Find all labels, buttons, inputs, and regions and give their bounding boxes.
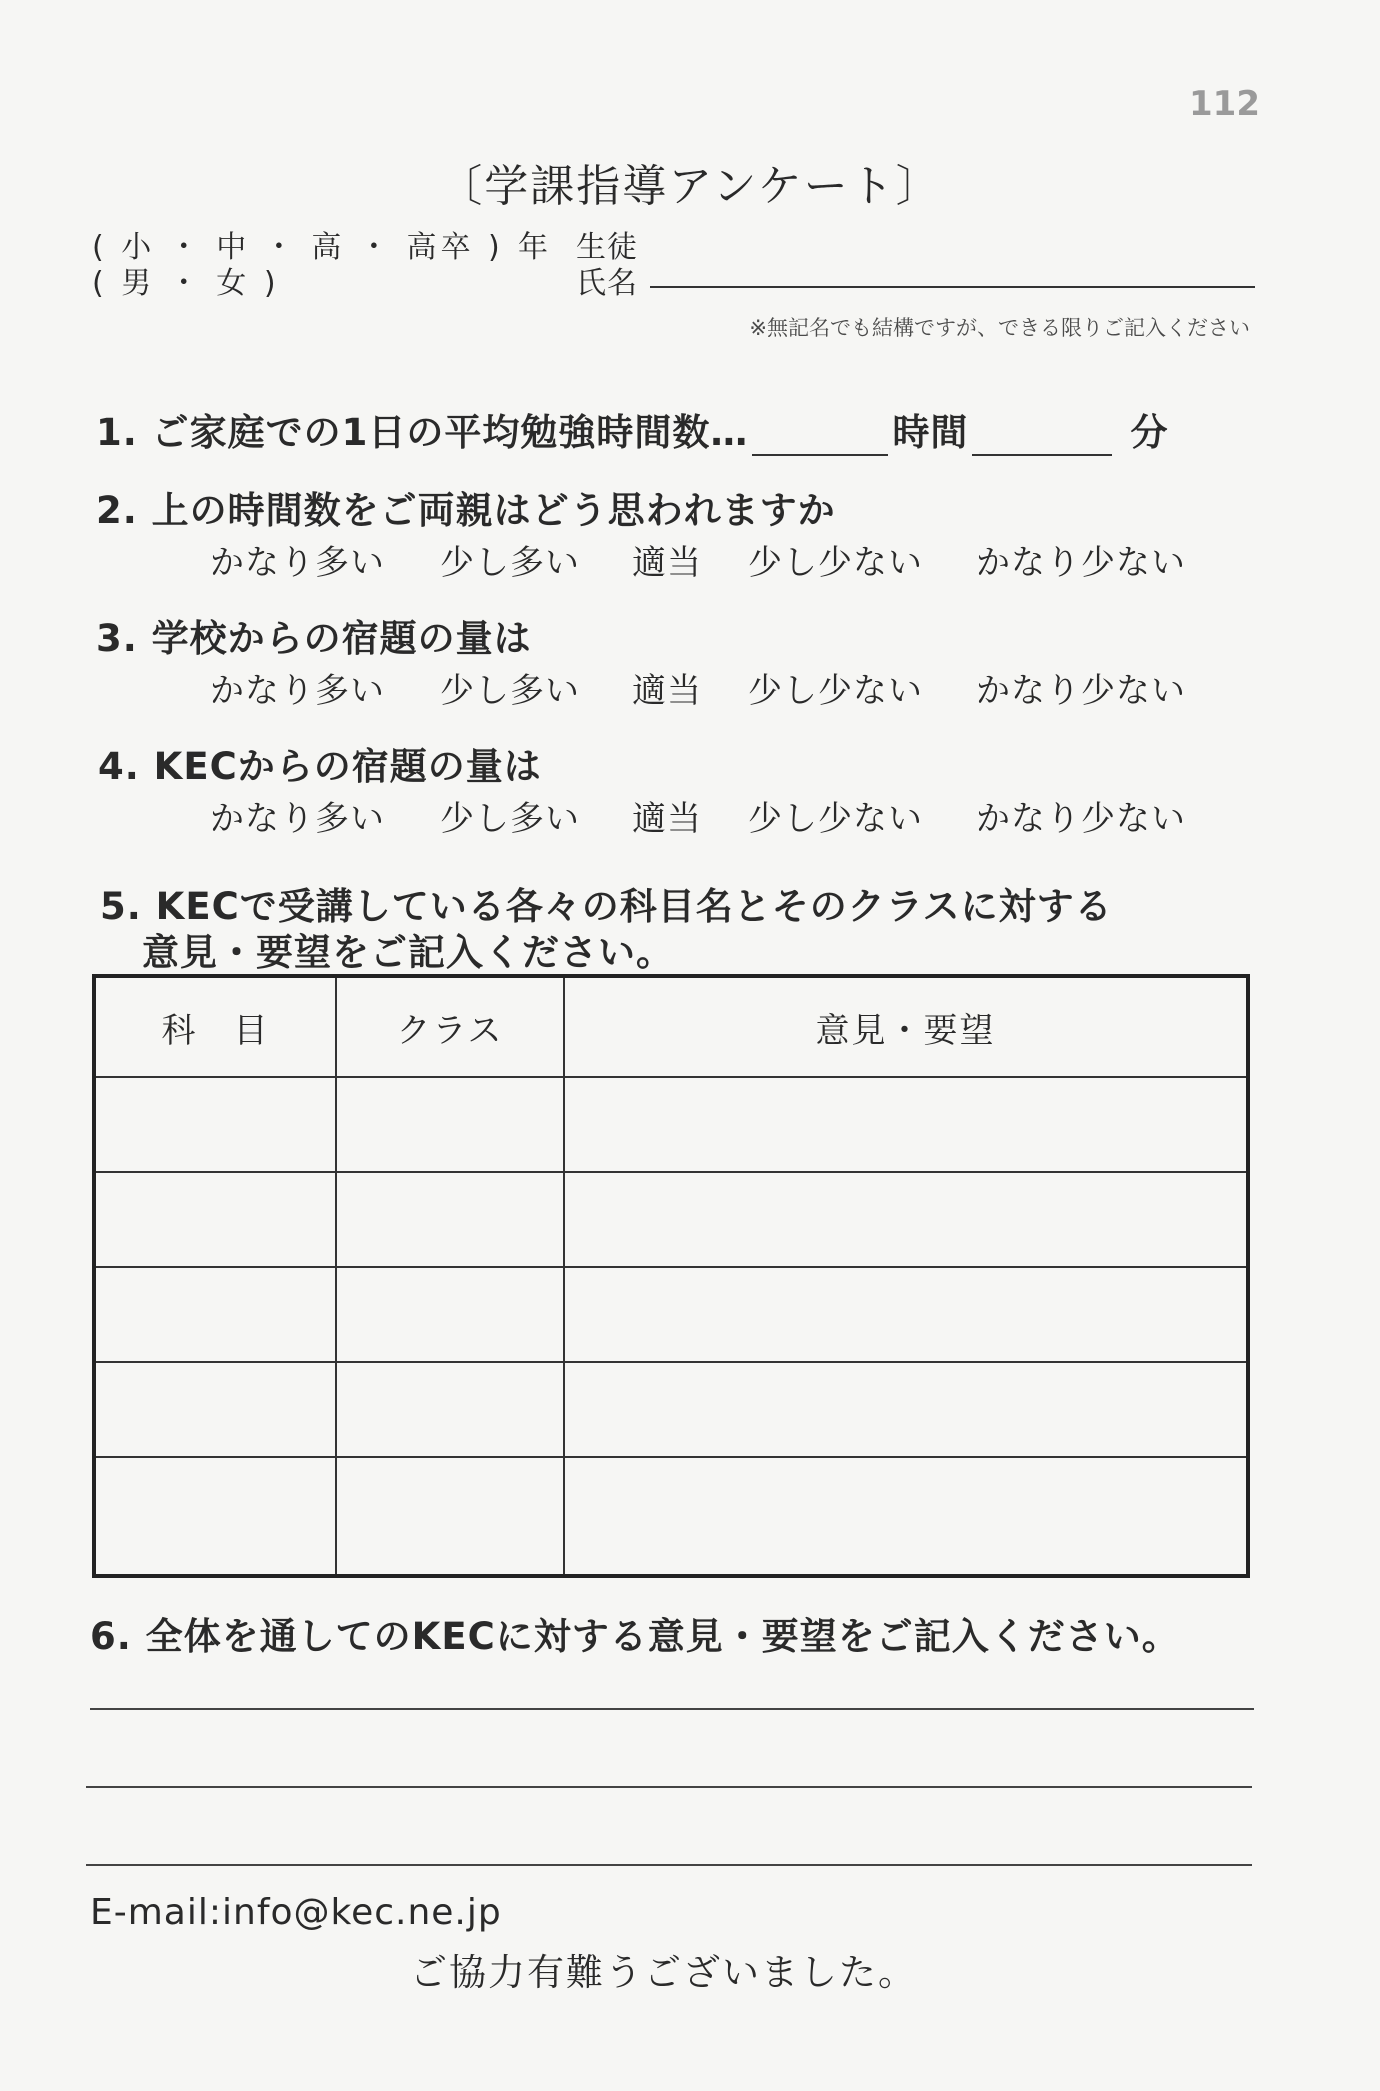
table-row <box>94 1267 1248 1362</box>
name-label: 氏名 <box>576 266 638 301</box>
anonymous-note: ※無記名でも結構ですが、できる限りご記入ください <box>749 316 1250 340</box>
school-level-options: ( 小 ・ 中 ・ 高 ・ 高卒 ) <box>92 230 504 265</box>
page-number: 112 <box>1189 84 1260 124</box>
q4-option-3[interactable]: 適当 <box>632 799 702 839</box>
question-5-line-1: 5. KECで受講している各々の科目名とそのクラスに対する <box>100 885 1113 928</box>
q4-option-4[interactable]: 少し少ない <box>748 799 923 839</box>
table-row <box>94 1077 1248 1172</box>
subject-cell[interactable] <box>94 1362 336 1457</box>
contact-email: E-mail:info@kec.ne.jp <box>90 1892 502 1933</box>
q2-option-3[interactable]: 適当 <box>632 543 702 583</box>
minutes-label: 分 <box>1130 411 1169 454</box>
opinion-column-header: 意見・要望 <box>564 976 1248 1077</box>
opinion-cell[interactable] <box>564 1362 1248 1457</box>
hours-field[interactable] <box>752 414 888 456</box>
class-column-header: クラス <box>336 976 564 1077</box>
question-3: 3. 学校からの宿題の量は <box>96 617 532 660</box>
q4-option-2[interactable]: 少し多い <box>440 799 580 839</box>
opinion-cell[interactable] <box>564 1267 1248 1362</box>
grade-label: 年 <box>518 230 552 265</box>
class-cell[interactable] <box>336 1267 564 1362</box>
class-cell[interactable] <box>336 1362 564 1457</box>
class-cell[interactable] <box>336 1457 564 1576</box>
table-row <box>94 1172 1248 1267</box>
question-1 <box>96 402 1168 456</box>
gender-options: ( 男 ・ 女 ) <box>92 266 280 301</box>
opinion-cell[interactable] <box>564 1077 1248 1172</box>
q3-option-3[interactable]: 適当 <box>632 671 702 711</box>
class-cell[interactable] <box>336 1077 564 1172</box>
q3-option-1[interactable]: かなり多い <box>210 671 385 711</box>
comment-line-2[interactable] <box>86 1786 1252 1788</box>
q2-option-1[interactable]: かなり多い <box>210 543 385 583</box>
question-1-text: 1. ご家庭での1日の平均勉強時間数… <box>96 411 749 454</box>
subject-column-header: 科 目 <box>94 976 336 1077</box>
q2-option-5[interactable]: かなり少ない <box>976 543 1186 583</box>
q3-option-4[interactable]: 少し少ない <box>748 671 923 711</box>
subject-feedback-table <box>92 974 1250 1578</box>
table-row <box>94 1362 1248 1457</box>
q4-option-1[interactable]: かなり多い <box>210 799 385 839</box>
page-title: 〔学課指導アンケート〕 <box>438 161 942 212</box>
q3-option-5[interactable]: かなり少ない <box>976 671 1186 711</box>
comment-line-3[interactable] <box>86 1864 1252 1866</box>
subject-cell[interactable] <box>94 1172 336 1267</box>
student-label: 生徒 <box>576 230 638 265</box>
comment-line-1[interactable] <box>90 1708 1254 1710</box>
question-5-line-2: 意見・要望をご記入ください。 <box>142 931 674 974</box>
minutes-field[interactable] <box>972 414 1112 456</box>
q3-option-2[interactable]: 少し多い <box>440 671 580 711</box>
subject-cell[interactable] <box>94 1457 336 1576</box>
thanks-message: ご協力有難うございました。 <box>410 1951 917 1994</box>
opinion-cell[interactable] <box>564 1457 1248 1576</box>
question-4: 4. KECからの宿題の量は <box>98 745 542 788</box>
q2-option-2[interactable]: 少し多い <box>440 543 580 583</box>
name-field[interactable] <box>650 286 1255 288</box>
subject-cell[interactable] <box>94 1077 336 1172</box>
question-6: 6. 全体を通してのKECに対する意見・要望をご記入ください。 <box>90 1615 1180 1658</box>
table-row <box>94 1457 1248 1576</box>
opinion-cell[interactable] <box>564 1172 1248 1267</box>
q4-option-5[interactable]: かなり少ない <box>976 799 1186 839</box>
question-2: 2. 上の時間数をご両親はどう思われますか <box>96 489 836 532</box>
subject-cell[interactable] <box>94 1267 336 1362</box>
table-header-row <box>94 976 1248 1077</box>
q2-option-4[interactable]: 少し少ない <box>748 543 923 583</box>
hours-label: 時間 <box>892 411 969 454</box>
class-cell[interactable] <box>336 1172 564 1267</box>
